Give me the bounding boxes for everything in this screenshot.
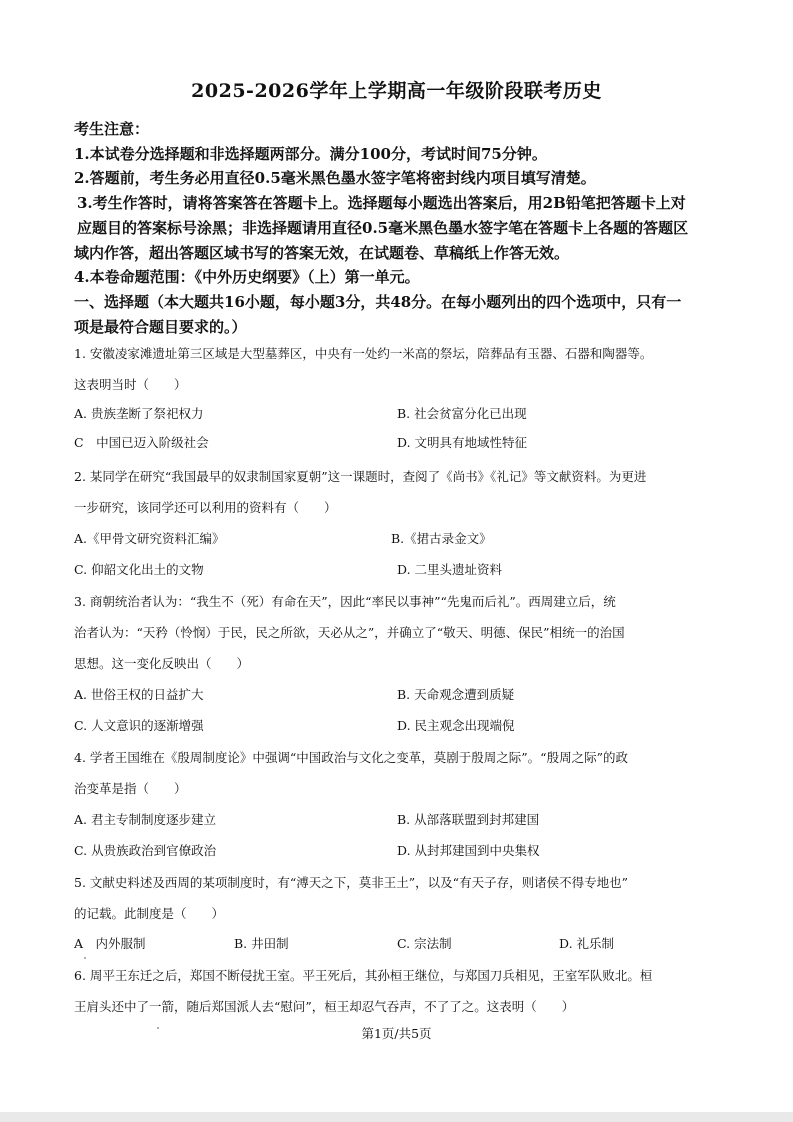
question-4-option-c: C. 从贵族政治到官僚政治: [74, 843, 217, 858]
question-5-option-d: D. 礼乐制: [559, 936, 615, 951]
question-2-option-b: B.《捃古录金文》: [391, 531, 492, 546]
question-5-text: 的记载。此制度是（ ）: [74, 906, 225, 921]
question-6-text: 6. 周平王东迁之后，郑国不断侵扰王室。平王死后，其孙桓王继位，与郑国刀兵相见，王室军队败北。桓: [74, 968, 653, 983]
question-3-option-b: B. 天命观念遭到质疑: [397, 687, 515, 702]
question-3-text: 思想。这一变化反映出（ ）: [74, 656, 250, 671]
question-1-option-d: D. 文明具有地域性特征: [397, 435, 528, 450]
notice-item: 应题目的答案标号涂黑；非选择题请用直径0.5毫米黑色墨水签字笔在答题卡上各题的答题区: [77, 219, 689, 237]
question-5-option-c: C. 宗法制: [397, 936, 452, 951]
question-1-text: 这表明当时（ ）: [74, 377, 187, 392]
notice-heading: 考生注意：: [74, 120, 150, 138]
notice-item: 1.本试卷分选择题和非选择题两部分。满分100分，考试时间75分钟。: [74, 145, 547, 163]
question-4-option-a: A. 君主专制制度逐步建立: [74, 812, 216, 827]
question-2-text: 一步研究，该同学还可以利用的资料有（ ）: [74, 500, 337, 515]
question-1-text: 1. 安徽凌家滩遗址第三区域是大型墓葬区，中央有一处约一米高的祭坛，陪葬品有玉器、石器和陶器等。: [74, 346, 653, 361]
page-bottom-strip: [0, 1112, 793, 1122]
question-3-text: 3. 商朝统治者认为：“我生不（死）有命在天”，因此“率民以事神”“先鬼而后礼”。西周建立后，统: [74, 594, 616, 609]
question-2-option-d: D. 二里头遗址资料: [397, 562, 503, 577]
section-heading: 一、选择题（本大题共16小题，每小题3分，共48分。在每小题列出的四个选项中，只有一: [74, 293, 682, 311]
notice-item: 2.答题前，考生务必用直径0.5毫米黑色墨水签字笔将密封线内项目填写清楚。: [74, 169, 596, 187]
question-2-option-a: A.《甲骨文研究资料汇编》: [74, 531, 225, 546]
notice-item: 域内作答，超出答题区域书写的答案无效，在试题卷、草稿纸上作答无效。: [74, 244, 570, 262]
section-heading: 项是最符合题目要求的。）: [74, 318, 247, 336]
notice-item: 3.考生作答时，请将答案答在答题卡上。选择题每小题选出答案后，用2B铅笔把答题卡上对: [77, 194, 686, 212]
question-4-text: 4. 学者王国维在《殷周制度论》中强调“中国政治与文化之变革，莫剧于殷周之际”。“殷周之际”的政: [74, 750, 628, 765]
question-4-text: 治变革是指（ ）: [74, 781, 187, 796]
question-5-text: 5. 文献史料述及西周的某项制度时，有“溥天之下，莫非王土”，以及“有天子存，则诸侯不得专地也”: [74, 875, 628, 890]
question-5-option-b: B. 井田制: [234, 936, 289, 951]
question-1-option-b: B. 社会贫富分化已出现: [397, 406, 527, 421]
question-4-option-d: D. 从封邦建国到中央集权: [397, 843, 540, 858]
question-1-option-c: C 中国已迈入阶级社会: [74, 435, 209, 450]
page-footer: 第1页/共5页: [361, 1026, 432, 1041]
question-3-option-a: A. 世俗王权的日益扩大: [74, 687, 204, 702]
question-6-text: 王肩头还中了一箭，随后郑国派人去“慰问”，桓王却忍气吞声，不了了之。这表明（ ）: [74, 999, 575, 1014]
question-5-option-a: A 内外服制: [74, 936, 146, 951]
question-2-text: 2. 某同学在研究“我国最早的奴隶制国家夏朝”这一课题时，查阅了《尚书》《礼记》等文献资料。为更进: [74, 469, 647, 484]
question-3-option-d: D. 民主观念出现端倪: [397, 718, 515, 733]
question-3-text: 治者认为：“天矜（怜悯）于民，民之所欲，天必从之”，并确立了“敬天、明德、保民”相统一的治国: [74, 625, 625, 640]
scan-speck: [84, 957, 86, 959]
question-4-option-b: B. 从部落联盟到封邦建国: [397, 812, 540, 827]
question-1-option-a: A. 贵族垄断了祭祀权力: [74, 406, 204, 421]
notice-item: 4.本卷命题范围：《中外历史纲要》（上）第一单元。: [74, 268, 420, 286]
question-2-option-c: C. 仰韶文化出土的文物: [74, 562, 204, 577]
exam-title: 2025-2026学年上学期高一年级阶段联考历史: [191, 80, 602, 102]
question-3-option-c: C. 人文意识的逐渐增强: [74, 718, 204, 733]
